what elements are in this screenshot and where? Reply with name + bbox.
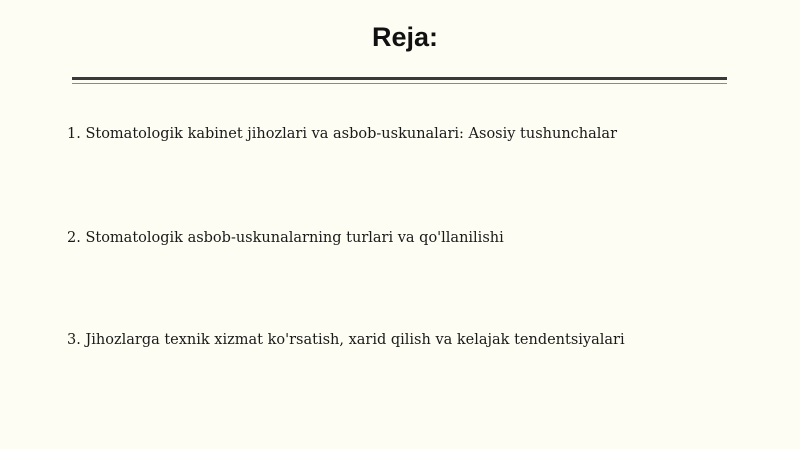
agenda-item-2: 2. Stomatologik asbob-uskunalarning turlari va qo'llanilishi (67, 230, 504, 246)
title-divider-thin (72, 83, 727, 84)
slide-title: Reja: (371, 22, 439, 52)
agenda-item-3: 3. Jihozlarga texnik xizmat ko'rsatish, xarid qilish va kelajak tendentsiyalari (67, 332, 625, 348)
agenda-item-1: 1. Stomatologik kabinet jihozlari va asbob-uskunalari: Asosiy tushunchalar (67, 126, 617, 142)
title-divider-thick (72, 77, 727, 80)
